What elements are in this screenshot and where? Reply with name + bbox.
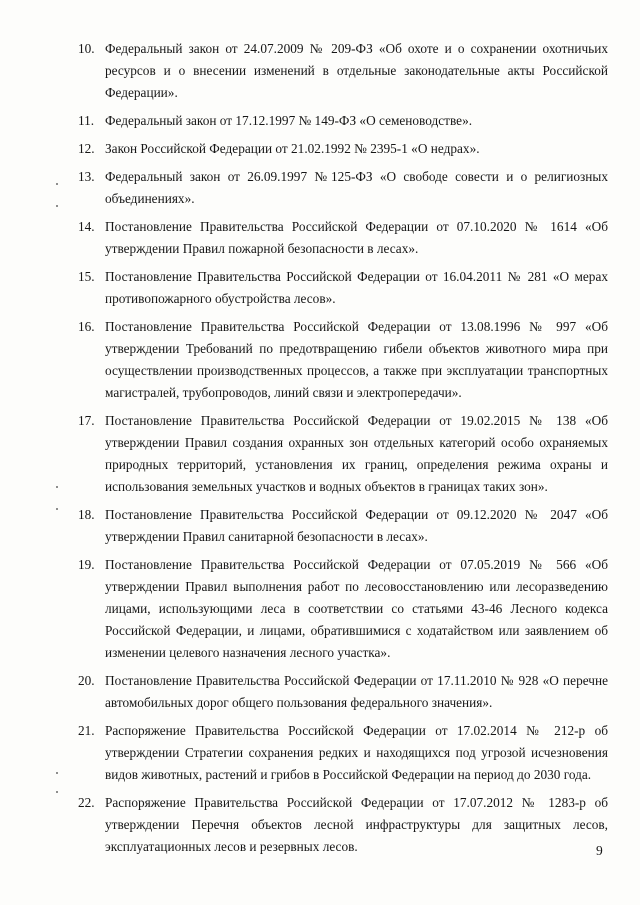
item-text: Постановление Правительства Российской Федерации от 09.12.2020 № 2047 «Об утверждении Правил санитарной безопасности в лесах».	[105, 507, 608, 544]
item-number: 16.	[78, 319, 95, 334]
item-number: 10.	[78, 41, 95, 56]
item-number: 19.	[78, 557, 95, 572]
item-text: Постановление Правительства Российской Федерации от 17.11.2010 № 928 «О перечне автомобильных дорог общего пользования федерального значения».	[105, 673, 608, 710]
item-number: 18.	[78, 507, 95, 522]
list-item	[78, 504, 608, 548]
list-item	[78, 38, 608, 104]
item-text: Постановление Правительства Российской Федерации от 19.02.2015 № 138 «Об утверждении Правил создания охранных зон отдельных категорий особо охраняемых природных территорий, установления их границ, определения режима охраны и использования земельных участков и водных объектов в границах таких зон».	[105, 413, 608, 494]
list-item	[78, 138, 608, 160]
scan-speck	[56, 205, 58, 207]
list-item	[78, 720, 608, 786]
list-item	[78, 792, 608, 858]
item-text: Федеральный закон от 17.12.1997 № 149-ФЗ «О семеноводстве».	[105, 113, 473, 128]
legal-acts-list	[78, 38, 608, 864]
scan-speck	[56, 183, 58, 185]
scan-speck	[56, 486, 58, 488]
list-item	[78, 316, 608, 404]
list-item	[78, 166, 608, 210]
scan-speck	[56, 772, 58, 774]
scan-speck	[56, 508, 58, 510]
item-text: Распоряжение Правительства Российской Федерации от 17.07.2012 № 1283-р об утверждении Перечня объектов лесной инфраструктуры для защитных лесов, эксплуатационных лесов и резервных лесов.	[105, 795, 608, 854]
item-number: 17.	[78, 413, 95, 428]
list-item	[78, 670, 608, 714]
scan-speck	[56, 791, 58, 793]
page-number: 9	[596, 843, 603, 858]
list-item	[78, 410, 608, 498]
item-number: 11.	[78, 113, 95, 128]
item-text: Постановление Правительства Российской Федерации от 13.08.1996 № 997 «Об утверждении Требований по предотвращению гибели объектов животного мира при осуществлении производственных процессов, а также при эксплуатации транспортных магистралей, трубопроводов, линий связи и электропередачи».	[105, 319, 608, 400]
list-item	[78, 110, 608, 132]
item-number: 13.	[78, 169, 95, 184]
item-text: Федеральный закон от 26.09.1997 №125-ФЗ «О свободе совести и о религиозных объединениях».	[105, 169, 608, 206]
item-text: Закон Российской Федерации от 21.02.1992 № 2395-1 «О недрах».	[105, 141, 480, 156]
list-item	[78, 554, 608, 664]
item-number: 22.	[78, 795, 95, 810]
item-text: Постановление Правительства Российской Федерации от 07.05.2019 № 566 «Об утверждении Правил выполнения работ по лесовосстановлению или лесоразведению лицами, использующими леса в соответствии со статьями 43-46 Лесного кодекса Российской Федерации, и лицами, обратившимися с ходатайством или заявлением об изменении целевого назначения лесного участка».	[105, 557, 608, 660]
item-text: Постановление Правительства Российской Федерации от 16.04.2011 № 281 «О мерах противопожарного обустройства лесов».	[105, 269, 608, 306]
list-item	[78, 216, 608, 260]
item-number: 12.	[78, 141, 95, 156]
item-text: Федеральный закон от 24.07.2009 № 209-ФЗ «Об охоте и о сохранении охотничьих ресурсов и о внесении изменений в отдельные законодательные акты Российской Федерации».	[105, 41, 608, 100]
item-number: 20.	[78, 673, 95, 688]
item-text: Распоряжение Правительства Российской Федерации от 17.02.2014 № 212-р об утверждении Стратегии сохранения редких и находящихся под угрозой исчезновения видов животных, растений и грибов в Российской Федерации на период до 2030 года.	[105, 723, 608, 782]
list-item	[78, 266, 608, 310]
item-number: 14.	[78, 219, 95, 234]
item-number: 21.	[78, 723, 95, 738]
item-number: 15.	[78, 269, 95, 284]
item-text: Постановление Правительства Российской Федерации от 07.10.2020 № 1614 «Об утверждении Правил пожарной безопасности в лесах».	[105, 219, 608, 256]
